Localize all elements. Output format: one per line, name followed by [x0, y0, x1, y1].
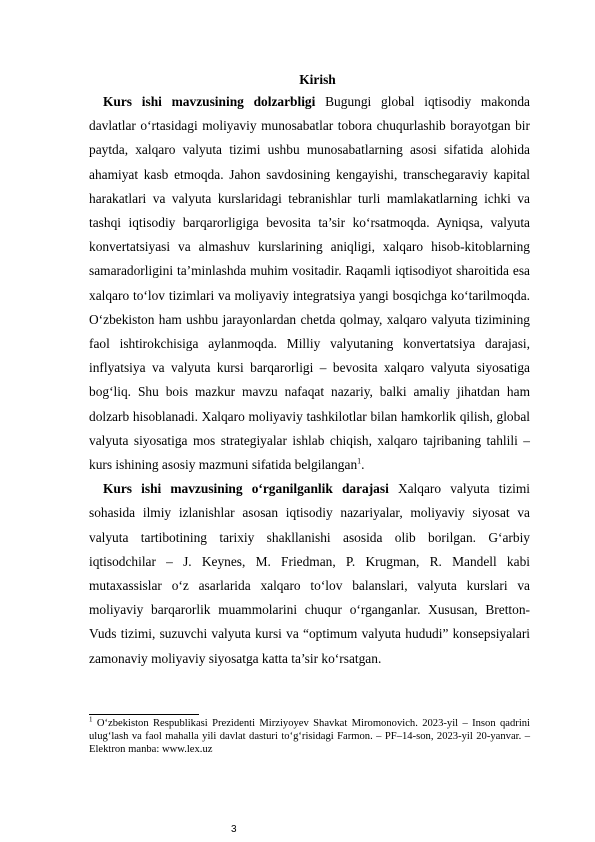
paragraph-relevance: [89, 90, 530, 477]
footnote-number: 1: [89, 715, 93, 724]
body-text: [89, 90, 530, 671]
paragraph-heading: Kurs ishi mavzusining o‘rganilganlik darajasi: [103, 481, 389, 497]
page-title: Kirish: [299, 72, 336, 87]
paragraph-tail: .: [361, 457, 365, 473]
paragraph-study-level: [89, 477, 530, 671]
paragraph-text: Bugungi global iqtisodiy makonda davlatlar o‘rtasidagi moliyaviy munosabatlar tobora chuqurlashib borayotgan bir paytda, xalqaro valyuta tizimi ushbu munosabatlarning asosi sifatida alohida ahamiyat kasb etmoqda. Jahon savdosining kengayishi, transchegaraviy kapital harakatlari va valyuta kurslaridagi tebranishlar turli mamlakatlarning ichki va tashqi iqtisodiy barqarorligiga bevosita ta’sir ko‘rsatmoqda. Ayniqsa, valyuta konvertatsiyasi va almashuv kurslarining aniqligi, xalqaro hisob-kitoblarning samaradorligini ta’minlashda muhim vositadir. Raqamli iqtisodiyot sharoitida esa xalqaro to‘lov tizimlari va moliyaviy integratsiya yangi bosqichga ko‘tarilmoqda. O‘zbekiston ham ushbu jarayonlardan chetda qolmay, xalqaro valyuta tizimining faol ishtirokchisiga aylanmoqda. Milliy valyutaning konvertatsiya darajasi, inflyatsiya va valyuta kursi barqarorligi – bevosita xalqaro valyuta siyosatiga bog‘liq. Shu bois mazkur mavzu nafaqat nazariy, balki amaliy jihatdan ham dolzarb hisoblanadi. Xalqaro moliyaviy tashkilotlar bilan hamkorlik qilish, global valyuta siyosatiga mos strategiyalar ishlab chiqish, xalqaro tajribaning tahlili – kurs ishining asosiy mazmuni sifatida belgilangan: [89, 94, 530, 473]
footnote: [89, 717, 530, 756]
footnote-text: O‘zbekiston Respublikasi Prezidenti Mirziyoyev Shavkat Miromonovich. 2023-yil – Inson qadrini ulug‘lash va faol mahalla yili davlat dasturi to‘g‘risidagi Farmon. – PF–14-son, 2023-yil 20-yanvar. – Elektron manba: www.lex.uz: [89, 718, 530, 755]
paragraph-heading: Kurs ishi mavzusining dolzarbligi: [103, 94, 316, 109]
footnote-divider: [89, 714, 199, 715]
paragraph-text: Xalqaro valyuta tizimi sohasida ilmiy izlanishlar asosan iqtisodiy nazariyalar, moliyaviy siyosat va valyuta tartibotining tarixiy shakllanishi asosida olib borilgan. G‘arbiy iqtisodchilar – J. Keynes, M. Friedman, P. Krugman, R. Mandell kabi mutaxassislar o‘z asarlarida xalqaro to‘lov balanslari, valyuta kurslari va moliyaviy barqarorlik muammolarini chuqur o‘rganganlar. Xususan, Bretton-Vuds tizimi, suzuvchi valyuta kursi va “optimum valyuta hududi” konsepsiyalari zamonaviy moliyaviy siyosatga katta ta’sir ko‘rsatgan.: [89, 481, 531, 666]
page-number: 3: [231, 824, 237, 835]
footnote-reference[interactable]: 1: [357, 456, 362, 466]
